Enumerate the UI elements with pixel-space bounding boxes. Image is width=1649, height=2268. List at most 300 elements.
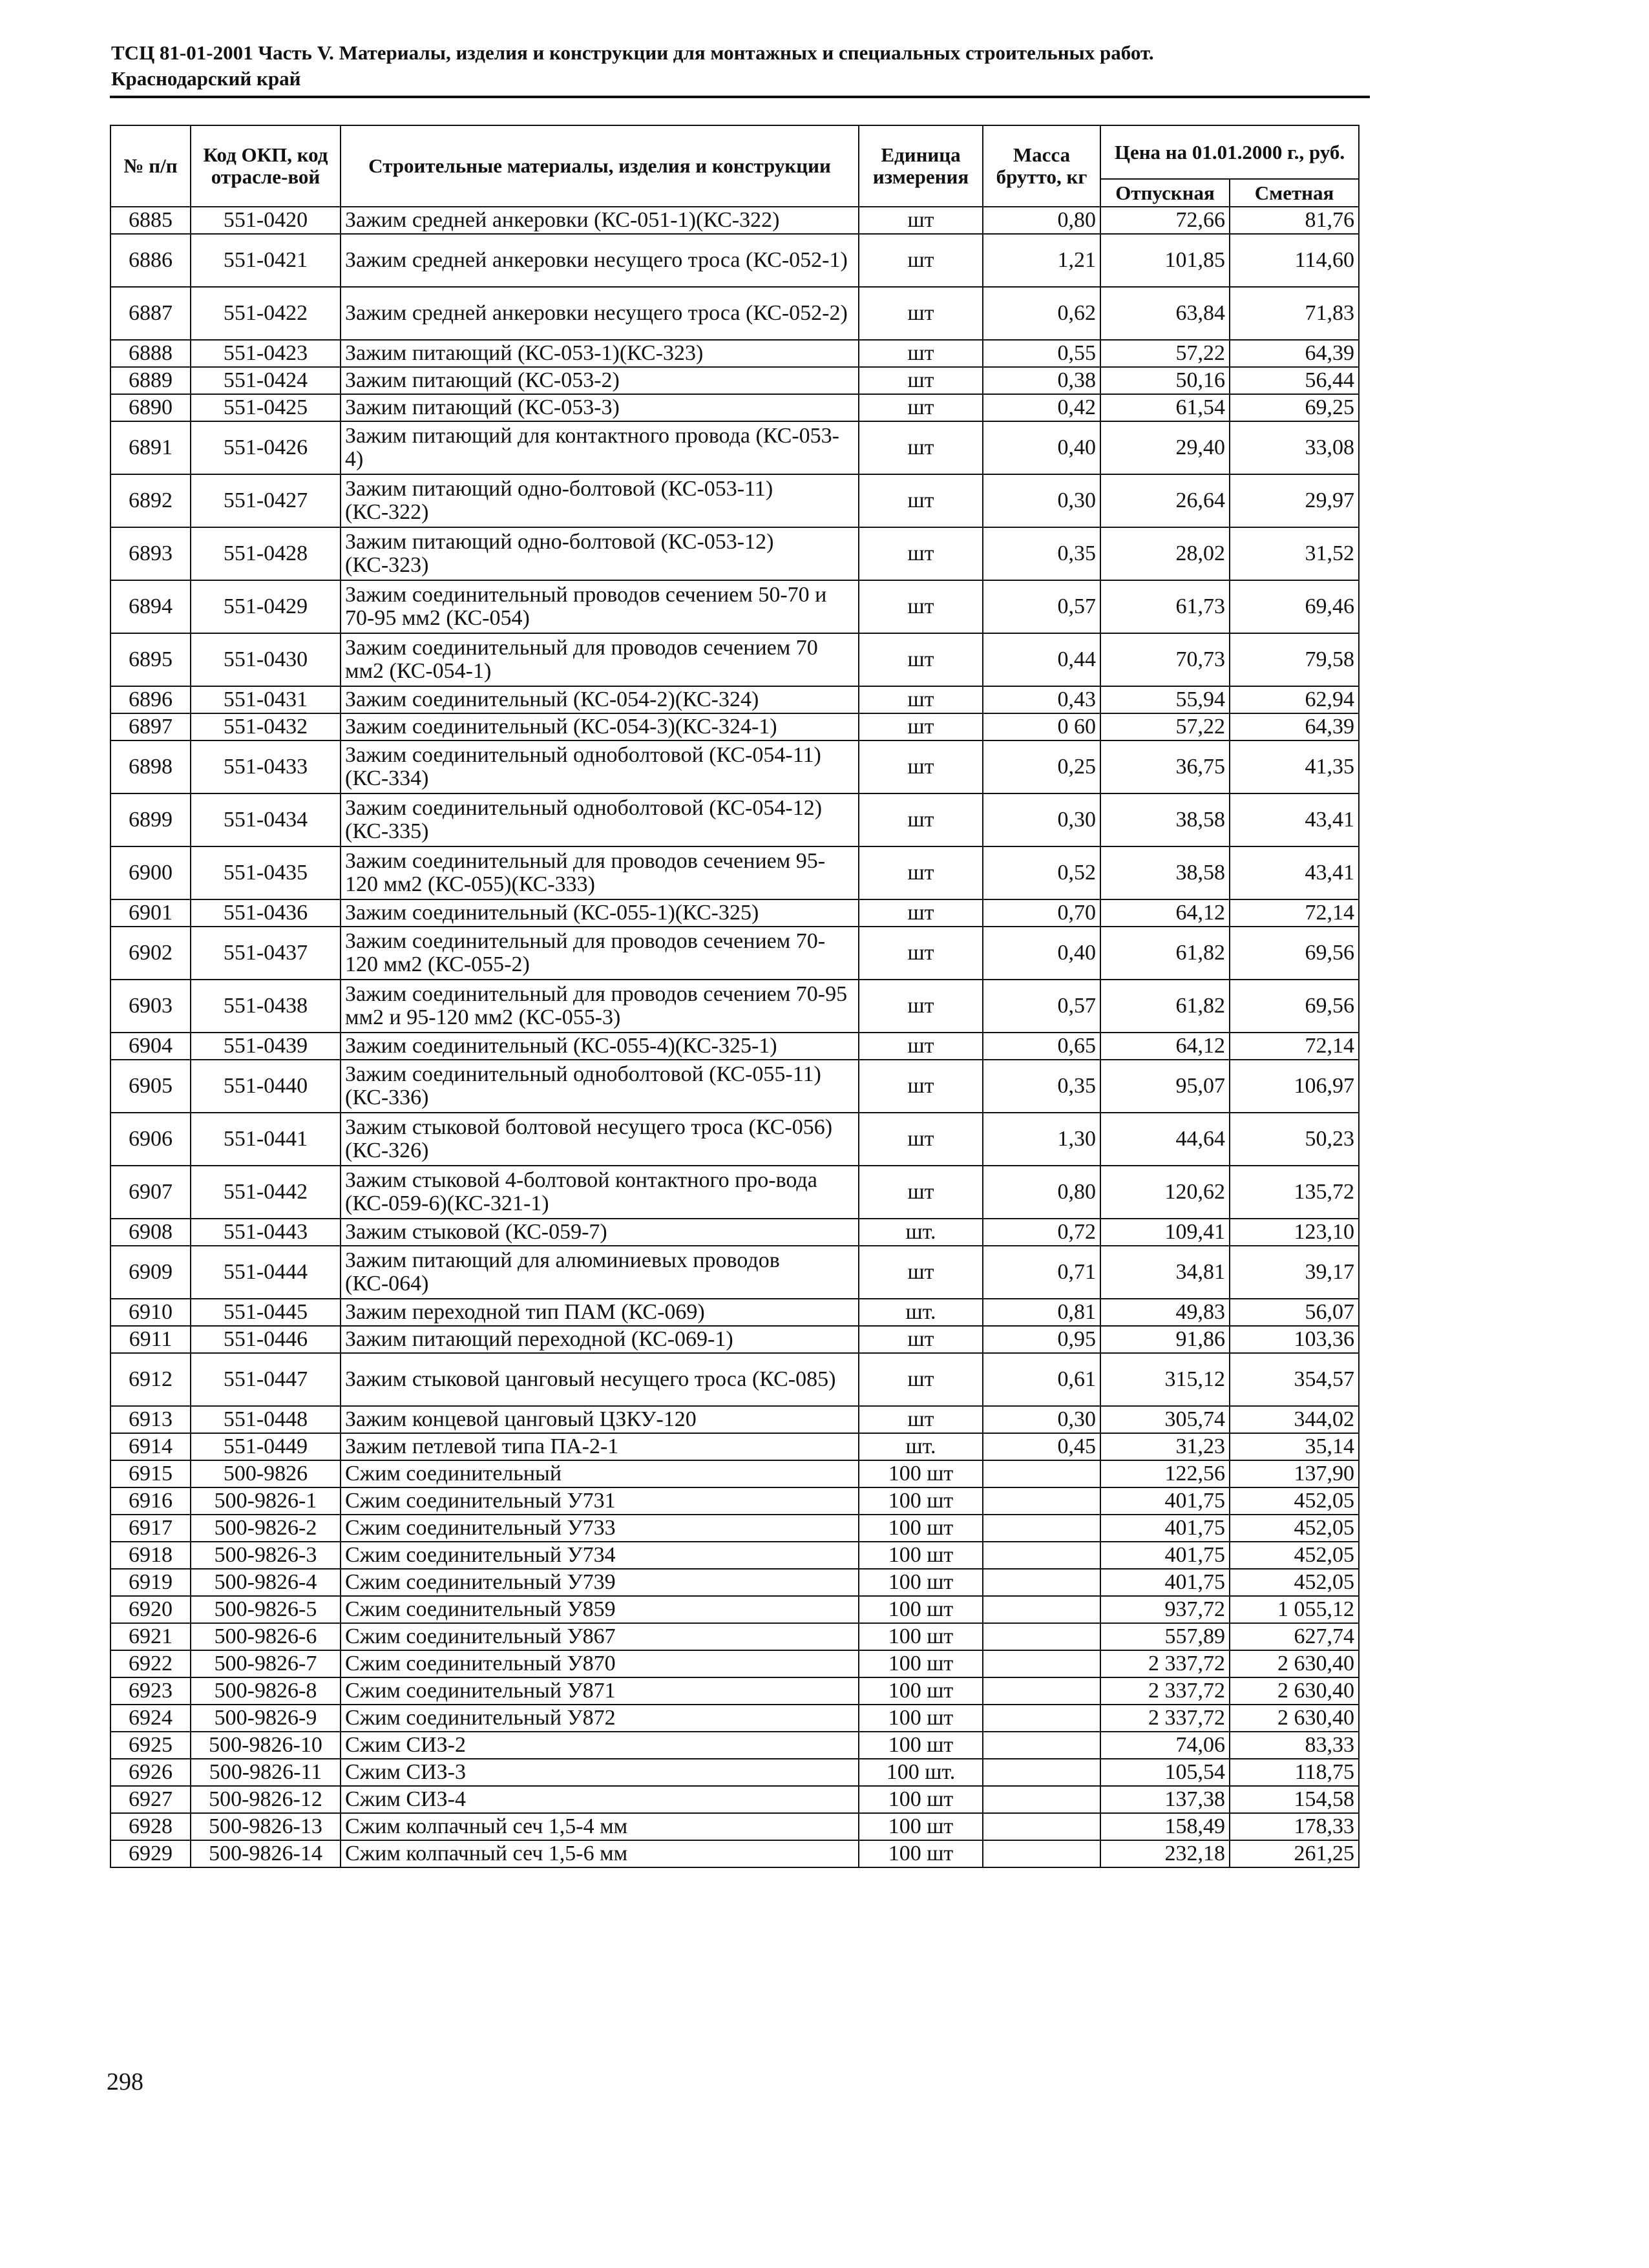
cell-no: 6919: [110, 1569, 191, 1596]
cell-estimate-price: 123,10: [1230, 1219, 1359, 1246]
cell-estimate-price: 33,08: [1230, 421, 1359, 474]
cell-mass: 0,95: [983, 1326, 1100, 1353]
table-row: [110, 846, 1359, 899]
cell-unit: шт.: [859, 1433, 983, 1460]
cell-no: 6886: [110, 234, 191, 287]
cell-code: 500-9826-7: [191, 1650, 341, 1677]
cell-release-price: 158,49: [1100, 1813, 1230, 1840]
cell-release-price: 2 337,72: [1100, 1705, 1230, 1732]
cell-unit: 100 шт: [859, 1813, 983, 1840]
table-row: [110, 1299, 1359, 1326]
cell-estimate-price: 452,05: [1230, 1542, 1359, 1569]
cell-mass: 0,71: [983, 1246, 1100, 1299]
cell-mass: 0,52: [983, 846, 1100, 899]
cell-unit: 100 шт: [859, 1840, 983, 1867]
cell-release-price: 232,18: [1100, 1840, 1230, 1867]
table-row: [110, 1677, 1359, 1705]
cell-name: Сжим СИЗ-3: [341, 1759, 859, 1786]
cell-no: 6915: [110, 1460, 191, 1487]
cell-release-price: 49,83: [1100, 1299, 1230, 1326]
cell-estimate-price: 1 055,12: [1230, 1596, 1359, 1623]
cell-mass: 0,80: [983, 1166, 1100, 1219]
cell-unit: 100 шт: [859, 1623, 983, 1650]
cell-code: 551-0448: [191, 1406, 341, 1433]
cell-name: Зажим питающий (КС-053-3): [341, 394, 859, 421]
cell-unit: шт: [859, 580, 983, 633]
cell-release-price: 61,73: [1100, 580, 1230, 633]
col-header-no: № п/п: [110, 125, 191, 207]
cell-unit: шт: [859, 367, 983, 394]
cell-unit: шт: [859, 927, 983, 980]
cell-code: 500-9826-1: [191, 1487, 341, 1515]
cell-release-price: 120,62: [1100, 1166, 1230, 1219]
table-row: [110, 1542, 1359, 1569]
cell-mass: [983, 1460, 1100, 1487]
cell-release-price: 70,73: [1100, 633, 1230, 686]
cell-name: Сжим соединительный У739: [341, 1569, 859, 1596]
cell-release-price: 64,12: [1100, 1033, 1230, 1060]
table-row: [110, 1326, 1359, 1353]
cell-name: Зажим соединительный (КС-054-2)(КС-324): [341, 686, 859, 713]
cell-code: 551-0420: [191, 207, 341, 234]
table-row: [110, 1596, 1359, 1623]
cell-no: 6914: [110, 1433, 191, 1460]
cell-unit: шт: [859, 980, 983, 1033]
cell-name: Зажим питающий (КС-053-2): [341, 367, 859, 394]
cell-release-price: 61,82: [1100, 980, 1230, 1033]
cell-no: 6922: [110, 1650, 191, 1677]
cell-code: 551-0442: [191, 1166, 341, 1219]
table-row: [110, 1569, 1359, 1596]
cell-no: 6905: [110, 1060, 191, 1113]
table-row: [110, 287, 1359, 340]
cell-code: 551-0445: [191, 1299, 341, 1326]
cell-name: Зажим питающий (КС-053-1)(КС-323): [341, 340, 859, 367]
cell-name: Зажим соединительный для проводов сечением 95-120 мм2 (КС-055)(КС-333): [341, 846, 859, 899]
cell-estimate-price: 72,14: [1230, 1033, 1359, 1060]
cell-name: Зажим стыковой болтовой несущего троса (КС-056)(КС-326): [341, 1113, 859, 1166]
cell-estimate-price: 69,46: [1230, 580, 1359, 633]
cell-code: 500-9826-5: [191, 1596, 341, 1623]
cell-name: Сжим соединительный У731: [341, 1487, 859, 1515]
cell-unit: шт: [859, 1033, 983, 1060]
cell-release-price: 305,74: [1100, 1406, 1230, 1433]
table-row: [110, 1515, 1359, 1542]
cell-estimate-price: 79,58: [1230, 633, 1359, 686]
cell-code: 551-0428: [191, 527, 341, 580]
cell-name: Сжим СИЗ-4: [341, 1786, 859, 1813]
cell-release-price: 38,58: [1100, 793, 1230, 846]
cell-no: 6917: [110, 1515, 191, 1542]
cell-release-price: 61,54: [1100, 394, 1230, 421]
cell-mass: 0,35: [983, 527, 1100, 580]
cell-mass: 0,40: [983, 421, 1100, 474]
cell-name: Зажим стыковой цанговый несущего троса (КС-085): [341, 1353, 859, 1406]
cell-release-price: 26,64: [1100, 474, 1230, 527]
cell-code: 500-9826-14: [191, 1840, 341, 1867]
table-row: [110, 1113, 1359, 1166]
cell-no: 6901: [110, 899, 191, 927]
cell-release-price: 401,75: [1100, 1487, 1230, 1515]
cell-release-price: 95,07: [1100, 1060, 1230, 1113]
cell-estimate-price: 50,23: [1230, 1113, 1359, 1166]
cell-mass: 1,21: [983, 234, 1100, 287]
cell-release-price: 91,86: [1100, 1326, 1230, 1353]
cell-name: Зажим питающий одно-болтовой (КС-053-12)(КС-323): [341, 527, 859, 580]
table-row: [110, 899, 1359, 927]
cell-name: Зажим соединительный одноболтовой (КС-054-11)(КС-334): [341, 740, 859, 793]
col-header-mass: Масса брутто, кг: [983, 125, 1100, 207]
cell-estimate-price: 261,25: [1230, 1840, 1359, 1867]
table-row: [110, 633, 1359, 686]
table-row: [110, 927, 1359, 980]
cell-release-price: 101,85: [1100, 234, 1230, 287]
cell-mass: 0,43: [983, 686, 1100, 713]
cell-estimate-price: 154,58: [1230, 1786, 1359, 1813]
cell-mass: [983, 1732, 1100, 1759]
cell-no: 6902: [110, 927, 191, 980]
cell-no: 6928: [110, 1813, 191, 1840]
cell-code: 551-0422: [191, 287, 341, 340]
cell-unit: 100 шт: [859, 1542, 983, 1569]
table-row: [110, 1650, 1359, 1677]
cell-code: 551-0434: [191, 793, 341, 846]
table-row: [110, 1433, 1359, 1460]
cell-no: 6909: [110, 1246, 191, 1299]
cell-no: 6918: [110, 1542, 191, 1569]
cell-mass: 0,45: [983, 1433, 1100, 1460]
cell-no: 6888: [110, 340, 191, 367]
cell-unit: шт: [859, 1060, 983, 1113]
cell-no: 6921: [110, 1623, 191, 1650]
cell-unit: шт: [859, 474, 983, 527]
cell-mass: 0,72: [983, 1219, 1100, 1246]
cell-mass: [983, 1650, 1100, 1677]
cell-release-price: 109,41: [1100, 1219, 1230, 1246]
cell-no: 6903: [110, 980, 191, 1033]
cell-name: Сжим соединительный У872: [341, 1705, 859, 1732]
cell-no: 6929: [110, 1840, 191, 1867]
cell-release-price: 34,81: [1100, 1246, 1230, 1299]
table-row: [110, 234, 1359, 287]
cell-release-price: 315,12: [1100, 1353, 1230, 1406]
cell-estimate-price: 354,57: [1230, 1353, 1359, 1406]
cell-no: 6926: [110, 1759, 191, 1786]
cell-unit: шт: [859, 234, 983, 287]
header-title: ТСЦ 81-01-2001 Часть V. Материалы, изделия и конструкции для монтажных и специальных строительных работ.: [111, 41, 1154, 64]
cell-estimate-price: 344,02: [1230, 1406, 1359, 1433]
table-row: [110, 713, 1359, 740]
cell-code: 551-0447: [191, 1353, 341, 1406]
cell-name: Сжим колпачный сеч 1,5-6 мм: [341, 1840, 859, 1867]
table-row: [110, 980, 1359, 1033]
cell-unit: шт: [859, 527, 983, 580]
cell-release-price: 28,02: [1100, 527, 1230, 580]
cell-name: Зажим средней анкеровки несущего троса (КС-052-1): [341, 234, 859, 287]
cell-unit: шт: [859, 207, 983, 234]
cell-estimate-price: 2 630,40: [1230, 1677, 1359, 1705]
cell-unit: 100 шт.: [859, 1759, 983, 1786]
cell-code: 500-9826-2: [191, 1515, 341, 1542]
cell-name: Зажим стыковой 4-болтовой контактного про-вода (КС-059-6)(КС-321-1): [341, 1166, 859, 1219]
cell-mass: 0,25: [983, 740, 1100, 793]
cell-no: 6887: [110, 287, 191, 340]
cell-no: 6908: [110, 1219, 191, 1246]
cell-mass: [983, 1677, 1100, 1705]
cell-mass: 0,80: [983, 207, 1100, 234]
cell-code: 551-0436: [191, 899, 341, 927]
cell-unit: 100 шт: [859, 1650, 983, 1677]
cell-estimate-price: 106,97: [1230, 1060, 1359, 1113]
cell-mass: 0,61: [983, 1353, 1100, 1406]
cell-no: 6895: [110, 633, 191, 686]
cell-name: Зажим средней анкеровки (КС-051-1)(КС-322): [341, 207, 859, 234]
cell-estimate-price: 71,83: [1230, 287, 1359, 340]
cell-unit: шт: [859, 740, 983, 793]
cell-estimate-price: 31,52: [1230, 527, 1359, 580]
cell-code: 551-0439: [191, 1033, 341, 1060]
cell-name: Зажим соединительный одноболтовой (КС-055-11)(КС-336): [341, 1060, 859, 1113]
header-region: Краснодарский край: [111, 67, 301, 90]
cell-mass: 0,35: [983, 1060, 1100, 1113]
cell-name: Сжим соединительный У859: [341, 1596, 859, 1623]
cell-no: 6889: [110, 367, 191, 394]
cell-name: Зажим петлевой типа ПА-2-1: [341, 1433, 859, 1460]
cell-unit: 100 шт: [859, 1705, 983, 1732]
cell-unit: 100 шт: [859, 1786, 983, 1813]
cell-code: 551-0433: [191, 740, 341, 793]
cell-estimate-price: 39,17: [1230, 1246, 1359, 1299]
cell-code: 551-0430: [191, 633, 341, 686]
cell-code: 500-9826-11: [191, 1759, 341, 1786]
cell-code: 551-0427: [191, 474, 341, 527]
cell-release-price: 557,89: [1100, 1623, 1230, 1650]
header-rule: [110, 96, 1370, 98]
col-header-unit: Единица измерения: [859, 125, 983, 207]
cell-name: Сжим соединительный У733: [341, 1515, 859, 1542]
cell-code: 500-9826-4: [191, 1569, 341, 1596]
cell-mass: 0,62: [983, 287, 1100, 340]
cell-no: 6904: [110, 1033, 191, 1060]
cell-release-price: 64,12: [1100, 899, 1230, 927]
cell-no: 6885: [110, 207, 191, 234]
cell-mass: [983, 1515, 1100, 1542]
cell-mass: 0,30: [983, 474, 1100, 527]
cell-unit: шт: [859, 1353, 983, 1406]
cell-release-price: 2 337,72: [1100, 1677, 1230, 1705]
table-row: [110, 740, 1359, 793]
cell-mass: 1,30: [983, 1113, 1100, 1166]
cell-code: 551-0441: [191, 1113, 341, 1166]
cell-estimate-price: 452,05: [1230, 1487, 1359, 1515]
cell-mass: [983, 1759, 1100, 1786]
col-header-name: Строительные материалы, изделия и конструкции: [341, 125, 859, 207]
document-header: [111, 40, 1371, 92]
cell-name: Сжим соединительный У870: [341, 1650, 859, 1677]
cell-estimate-price: 64,39: [1230, 713, 1359, 740]
cell-name: Зажим соединительный (КС-054-3)(КС-324-1): [341, 713, 859, 740]
cell-no: 6898: [110, 740, 191, 793]
cell-release-price: 31,23: [1100, 1433, 1230, 1460]
cell-no: 6900: [110, 846, 191, 899]
cell-name: Зажим концевой цанговый ЦЗКУ-120: [341, 1406, 859, 1433]
cell-release-price: 50,16: [1100, 367, 1230, 394]
col-header-code: Код ОКП, код отрасле-вой: [191, 125, 341, 207]
cell-no: 6899: [110, 793, 191, 846]
table-row: [110, 1166, 1359, 1219]
cell-estimate-price: 81,76: [1230, 207, 1359, 234]
page-number: 298: [107, 2068, 143, 2095]
cell-mass: 0,40: [983, 927, 1100, 980]
cell-code: 551-0440: [191, 1060, 341, 1113]
cell-estimate-price: 627,74: [1230, 1623, 1359, 1650]
cell-release-price: 74,06: [1100, 1732, 1230, 1759]
col-header-estimate: Сметная: [1230, 179, 1359, 207]
cell-name: Зажим соединительный для проводов сечением 70-120 мм2 (КС-055-2): [341, 927, 859, 980]
cell-estimate-price: 56,44: [1230, 367, 1359, 394]
cell-no: 6892: [110, 474, 191, 527]
table-row: [110, 580, 1359, 633]
cell-mass: 0,57: [983, 580, 1100, 633]
table-row: [110, 1732, 1359, 1759]
table-row: [110, 1246, 1359, 1299]
cell-unit: 100 шт: [859, 1677, 983, 1705]
cell-unit: шт: [859, 633, 983, 686]
cell-release-price: 57,22: [1100, 340, 1230, 367]
cell-name: Сжим соединительный У867: [341, 1623, 859, 1650]
cell-estimate-price: 41,35: [1230, 740, 1359, 793]
cell-release-price: 29,40: [1100, 421, 1230, 474]
cell-code: 551-0424: [191, 367, 341, 394]
cell-name: Сжим СИЗ-2: [341, 1732, 859, 1759]
table-row: [110, 1033, 1359, 1060]
cell-unit: шт.: [859, 1299, 983, 1326]
cell-estimate-price: 2 630,40: [1230, 1650, 1359, 1677]
col-header-release: Отпускная: [1100, 179, 1230, 207]
cell-estimate-price: 62,94: [1230, 686, 1359, 713]
table-row: [110, 1060, 1359, 1113]
cell-release-price: 937,72: [1100, 1596, 1230, 1623]
table-row: [110, 340, 1359, 367]
cell-release-price: 137,38: [1100, 1786, 1230, 1813]
cell-code: 500-9826-10: [191, 1732, 341, 1759]
cell-estimate-price: 178,33: [1230, 1813, 1359, 1840]
cell-unit: шт: [859, 1326, 983, 1353]
cell-name: Сжим соединительный У871: [341, 1677, 859, 1705]
cell-unit: шт: [859, 1166, 983, 1219]
cell-mass: [983, 1786, 1100, 1813]
cell-release-price: 57,22: [1100, 713, 1230, 740]
table-row: [110, 1623, 1359, 1650]
cell-code: 500-9826-13: [191, 1813, 341, 1840]
cell-name: Зажим питающий одно-болтовой (КС-053-11)(КС-322): [341, 474, 859, 527]
cell-no: 6890: [110, 394, 191, 421]
cell-mass: [983, 1813, 1100, 1840]
cell-mass: 0 60: [983, 713, 1100, 740]
cell-mass: [983, 1596, 1100, 1623]
cell-mass: 0,81: [983, 1299, 1100, 1326]
cell-unit: шт: [859, 340, 983, 367]
cell-no: 6924: [110, 1705, 191, 1732]
cell-code: 551-0432: [191, 713, 341, 740]
cell-no: 6911: [110, 1326, 191, 1353]
cell-no: 6913: [110, 1406, 191, 1433]
cell-mass: 0,42: [983, 394, 1100, 421]
cell-release-price: 72,66: [1100, 207, 1230, 234]
cell-mass: 0,30: [983, 1406, 1100, 1433]
cell-code: 551-0446: [191, 1326, 341, 1353]
cell-code: 551-0426: [191, 421, 341, 474]
cell-estimate-price: 452,05: [1230, 1515, 1359, 1542]
cell-unit: 100 шт: [859, 1569, 983, 1596]
cell-release-price: 401,75: [1100, 1515, 1230, 1542]
cell-mass: 0,44: [983, 633, 1100, 686]
cell-name: Сжим соединительный У734: [341, 1542, 859, 1569]
cell-estimate-price: 137,90: [1230, 1460, 1359, 1487]
cell-name: Зажим соединительный (КС-055-4)(КС-325-1): [341, 1033, 859, 1060]
cell-name: Сжим колпачный сеч 1,5-4 мм: [341, 1813, 859, 1840]
cell-name: Зажим соединительный проводов сечением 50-70 и 70-95 мм2 (КС-054): [341, 580, 859, 633]
table-row: [110, 686, 1359, 713]
table-body: [110, 207, 1359, 1867]
cell-unit: 100 шт: [859, 1487, 983, 1515]
cell-name: Зажим питающий переходной (КС-069-1): [341, 1326, 859, 1353]
cell-release-price: 61,82: [1100, 927, 1230, 980]
cell-release-price: 36,75: [1100, 740, 1230, 793]
cell-estimate-price: 29,97: [1230, 474, 1359, 527]
cell-estimate-price: 72,14: [1230, 899, 1359, 927]
cell-code: 500-9826-3: [191, 1542, 341, 1569]
cell-unit: шт: [859, 1406, 983, 1433]
cell-mass: 0,30: [983, 793, 1100, 846]
cell-estimate-price: 2 630,40: [1230, 1705, 1359, 1732]
cell-mass: 0,57: [983, 980, 1100, 1033]
cell-release-price: 2 337,72: [1100, 1650, 1230, 1677]
cell-estimate-price: 114,60: [1230, 234, 1359, 287]
cell-estimate-price: 69,25: [1230, 394, 1359, 421]
table-header: [110, 125, 1359, 207]
cell-estimate-price: 64,39: [1230, 340, 1359, 367]
cell-no: 6897: [110, 713, 191, 740]
cell-unit: 100 шт: [859, 1732, 983, 1759]
cell-estimate-price: 43,41: [1230, 793, 1359, 846]
cell-unit: шт: [859, 899, 983, 927]
cell-unit: шт: [859, 1113, 983, 1166]
cell-mass: 0,55: [983, 340, 1100, 367]
table-row: [110, 1406, 1359, 1433]
cell-code: 500-9826-6: [191, 1623, 341, 1650]
cell-unit: 100 шт: [859, 1515, 983, 1542]
table-row: [110, 1786, 1359, 1813]
cell-name: Сжим соединительный: [341, 1460, 859, 1487]
cell-code: 551-0421: [191, 234, 341, 287]
cell-estimate-price: 43,41: [1230, 846, 1359, 899]
cell-mass: [983, 1623, 1100, 1650]
col-header-price: Цена на 01.01.2000 г., руб.: [1100, 125, 1359, 179]
table-row: [110, 1813, 1359, 1840]
cell-estimate-price: 103,36: [1230, 1326, 1359, 1353]
table-row: [110, 1759, 1359, 1786]
table-row: [110, 207, 1359, 234]
cell-code: 551-0437: [191, 927, 341, 980]
cell-release-price: 122,56: [1100, 1460, 1230, 1487]
cell-estimate-price: 56,07: [1230, 1299, 1359, 1326]
cell-estimate-price: 69,56: [1230, 927, 1359, 980]
cell-mass: [983, 1542, 1100, 1569]
table-row: [110, 1460, 1359, 1487]
cell-release-price: 44,64: [1100, 1113, 1230, 1166]
cell-code: 551-0423: [191, 340, 341, 367]
